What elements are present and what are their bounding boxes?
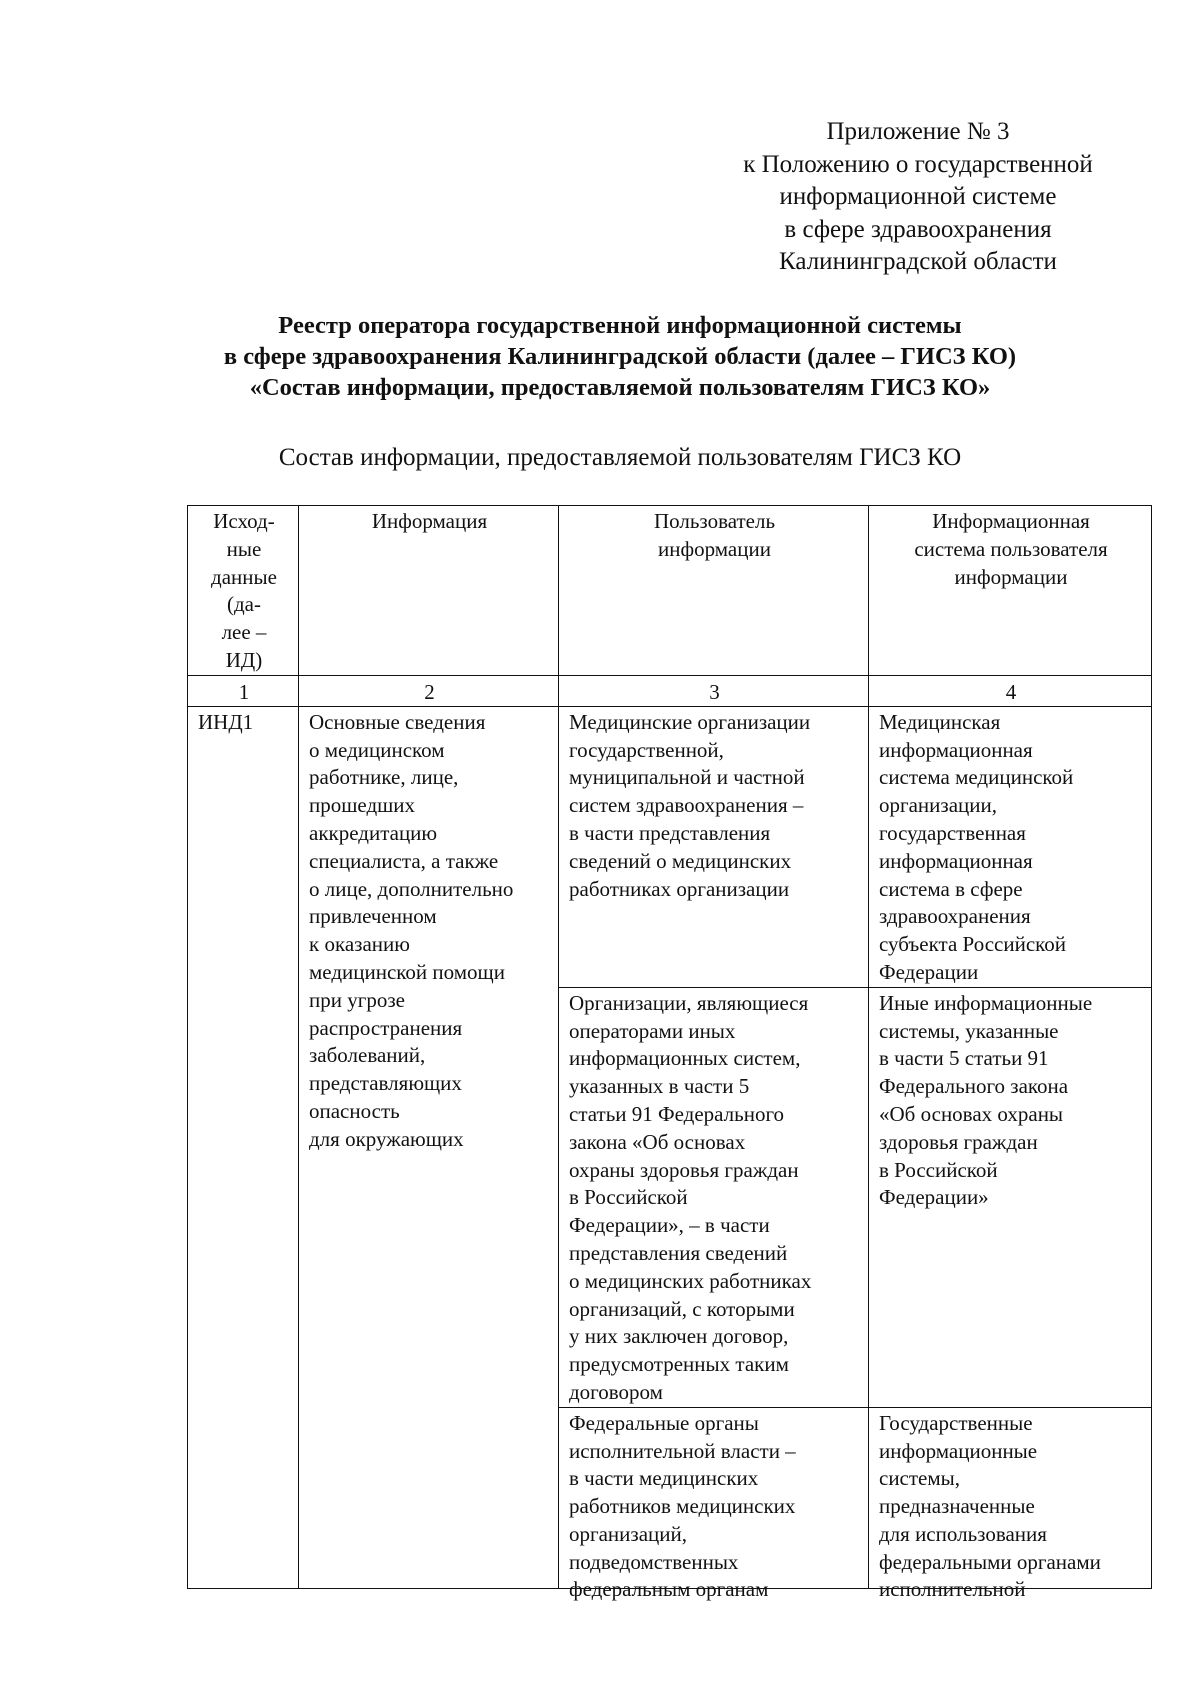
cell-line: системы, указанные (879, 1018, 1059, 1043)
header-line: ные (226, 536, 262, 561)
column-number: 1 (188, 675, 299, 706)
header-line: информации (954, 564, 1068, 589)
title-line: в сфере здравоохранения Калининградской области (далее – ГИСЗ КО) (223, 343, 1017, 370)
cell-line: о лице, дополнительно (309, 876, 514, 901)
user-cell (559, 987, 869, 1407)
cell-line: здравоохранения (879, 904, 1031, 929)
cell-line: в Российской (569, 1185, 688, 1210)
header-user-system (869, 506, 1152, 676)
cell-line: система в сфере (879, 876, 1023, 901)
cell-line: «Об основах охраны (879, 1101, 1064, 1126)
cell-line: прошедших (309, 793, 416, 818)
cell-line: специалиста, а также (309, 848, 499, 873)
cell-line: сведений о медицинских (569, 848, 792, 873)
cell-line: исполнительной власти – (569, 1438, 796, 1463)
cell-line: информационная (879, 848, 1033, 873)
header-user (559, 506, 869, 676)
user-cell (559, 706, 869, 987)
cell-line: в Российской (879, 1157, 998, 1182)
cell-line: медицинской помощи (309, 959, 505, 984)
cell-line: аккредитацию (309, 820, 438, 845)
appendix-line: в сфере здравоохранения (784, 215, 1052, 243)
system-cell (869, 706, 1152, 987)
cell-line: закона «Об основах (569, 1129, 746, 1154)
header-line: Исход- (213, 509, 275, 533)
appendix-header (688, 116, 1148, 279)
cell-line: предусмотренных таким (569, 1352, 789, 1377)
cell-line: организации, (879, 793, 997, 818)
cell-line: Иные информационные (879, 990, 1093, 1015)
cell-line: к оказанию (309, 932, 410, 957)
cell-line: Федеральные органы (569, 1410, 759, 1435)
cell-line: Федерации (879, 959, 979, 984)
title-line: «Состав информации, предоставляемой пользователям ГИСЗ КО» (249, 374, 991, 401)
registry-table (187, 505, 1152, 1602)
cell-line: Основные сведения (309, 709, 486, 734)
cell-line: о медицинских работниках (569, 1268, 812, 1293)
cell-line: распространения (309, 1015, 463, 1040)
cell-line: в части медицинских (569, 1466, 759, 1491)
cell-line: системы, (879, 1466, 961, 1491)
cell-line: федеральным органам (569, 1577, 769, 1602)
user-cell (559, 1407, 869, 1602)
cell-line: привлеченном (309, 904, 437, 929)
cell-line: исполнительной (879, 1577, 1026, 1602)
cell-line: государственной, (569, 737, 724, 762)
cell-line: заболеваний, (309, 1043, 426, 1068)
header-line: ИД) (225, 647, 263, 672)
cell-line: работниках организации (569, 876, 790, 901)
column-number-row (188, 675, 1152, 706)
cell-line: операторами иных (569, 1018, 736, 1043)
cell-line: информационные (879, 1438, 1038, 1463)
cell-line: Организации, являющиеся (569, 990, 809, 1015)
cell-line: Государственные (879, 1410, 1033, 1435)
title-line: Реестр оператора государственной информационной системы (278, 312, 962, 339)
cell-line: в части 5 статьи 91 (879, 1046, 1049, 1071)
cell-line: о медицинском (309, 737, 445, 762)
header-line: Информационная (932, 509, 1090, 533)
cell-line: подведомственных (569, 1549, 739, 1574)
header-line: данные (211, 564, 277, 589)
header-line: лее – (221, 620, 267, 645)
column-number: 2 (299, 675, 559, 706)
cell-line: для использования (879, 1521, 1047, 1546)
cell-line: работнике, лице, (309, 765, 459, 790)
cell-line: работников медицинских (569, 1494, 796, 1519)
cell-line: система медицинской (879, 765, 1074, 790)
cell-line: Федерации» (879, 1185, 989, 1210)
table-header-row (188, 506, 1152, 676)
header-line: (да- (227, 592, 261, 617)
cell-line: Медицинские организации (569, 709, 811, 734)
header-line: информации (658, 536, 771, 561)
cell-line: организаций, с которыми (569, 1296, 795, 1321)
cell-line: федеральными органами (879, 1549, 1101, 1574)
header-line: система пользователя (914, 536, 1108, 561)
cell-line: опасность (309, 1098, 400, 1123)
document-title (150, 310, 1090, 403)
cell-line: информационных систем, (569, 1046, 801, 1071)
cell-line: систем здравоохранения – (569, 793, 804, 818)
cell-line: статьи 91 Федерального (569, 1101, 785, 1126)
row-id: ИНД1 (188, 706, 299, 1588)
cell-line: при угрозе (309, 987, 405, 1012)
cell-line: муниципальной и частной (569, 765, 805, 790)
cell-line: для окружающих (309, 1126, 464, 1151)
cell-line: предназначенные (879, 1494, 1035, 1519)
cell-line: Федерального закона (879, 1074, 1069, 1099)
header-line: Пользователь (653, 509, 776, 533)
cell-line: Медицинская (879, 709, 1001, 734)
appendix-line: Приложение № 3 (826, 118, 1010, 145)
appendix-line: информационной системе (779, 183, 1057, 210)
cell-line: охраны здоровья граждан (569, 1157, 799, 1182)
cell-line: здоровья граждан (879, 1129, 1038, 1154)
table-caption: Состав информации, предоставляемой пользователям ГИСЗ КО (278, 444, 962, 471)
cell-line: договором (569, 1379, 663, 1404)
column-number: 4 (869, 675, 1152, 706)
cell-line: в части представления (569, 820, 771, 845)
cell-line: Федерации», – в части (569, 1213, 770, 1238)
system-cell (869, 987, 1152, 1407)
appendix-line: к Положению о государственной (743, 150, 1093, 178)
header-information (299, 506, 559, 676)
header-source-data (188, 506, 299, 676)
row-information (299, 706, 559, 1588)
cell-line: у них заключен договор, (569, 1324, 789, 1349)
system-cell (869, 1407, 1152, 1602)
appendix-line: Калининградской области (779, 248, 1057, 275)
cell-line: субъекта Российской (879, 932, 1067, 957)
table-row (188, 706, 1152, 987)
cell-line: организаций, (569, 1521, 687, 1546)
column-number: 3 (559, 675, 869, 706)
header-line: Информация (371, 509, 488, 533)
cell-line: государственная (879, 820, 1026, 845)
cell-line: информационная (879, 737, 1033, 762)
cell-line: представления сведений (569, 1240, 788, 1265)
cell-line: указанных в части 5 (569, 1074, 750, 1099)
cell-line: представляющих (309, 1071, 462, 1096)
